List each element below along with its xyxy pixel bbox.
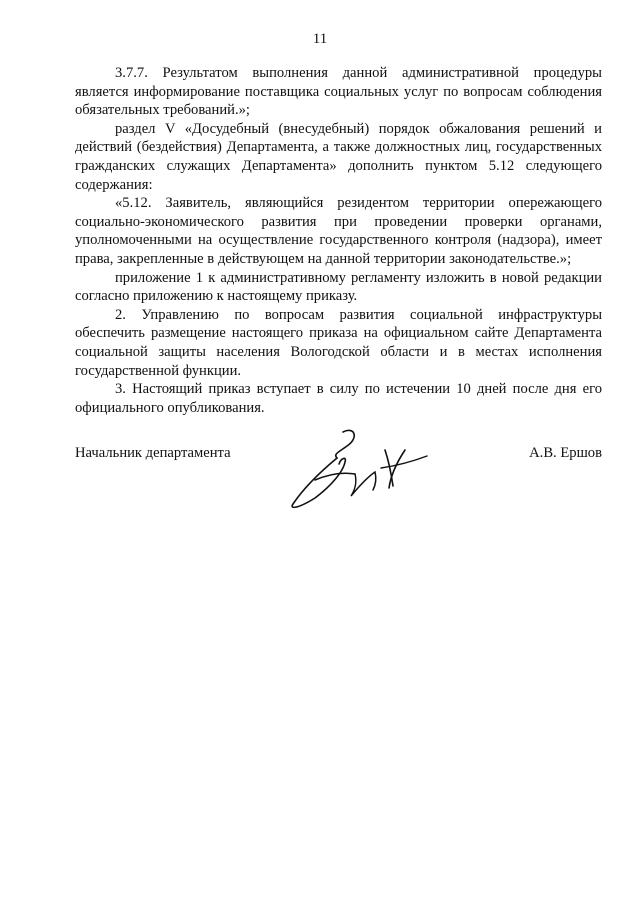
paragraph-appendix-1: приложение 1 к административному регламенту изложить в новой редакции согласно приложению к настоящему приказу. (75, 269, 602, 305)
page-number: 11 (312, 31, 328, 47)
paragraph-item-2: 2. Управлению по вопросам развития социальной инфраструктуры обеспечить размещение настоящего приказа на официальном сайте Департамента социальной защиты населения Вологодской области и в местах исполнения государственной функции. (75, 306, 602, 379)
paragraph-3-7-7: 3.7.7. Результатом выполнения данной административной процедуры является информирование поставщика социальных услуг по вопросам соблюдения обязательных требований.»; (75, 65, 602, 119)
handwritten-signature (285, 428, 435, 518)
paragraph-5-12: «5.12. Заявитель, являющийся резидентом территории опережающего социально-экономического развития при проведении проверки органами, уполномоченными на осуществление государственного контроля (надзора), имеет права, закрепленные в действующем на данной территории законодательстве.»; (75, 195, 602, 267)
signature-block (75, 428, 602, 518)
paragraph-section-v: раздел V «Досудебный (внесудебный) порядок обжалования решений и действий (бездействия) Департамента, а также должностных лиц, государственных гражданских служащих Департамента» дополнить пунктом 5.12 следующего содержания: (75, 120, 602, 193)
document-body (75, 64, 602, 417)
paragraph-item-3: 3. Настоящий приказ вступает в силу по истечении 10 дней после дня его официального опубликования. (75, 381, 602, 416)
signatory-name: А.В. Ершов (529, 445, 602, 461)
signatory-position: Начальник департамента (75, 445, 231, 461)
